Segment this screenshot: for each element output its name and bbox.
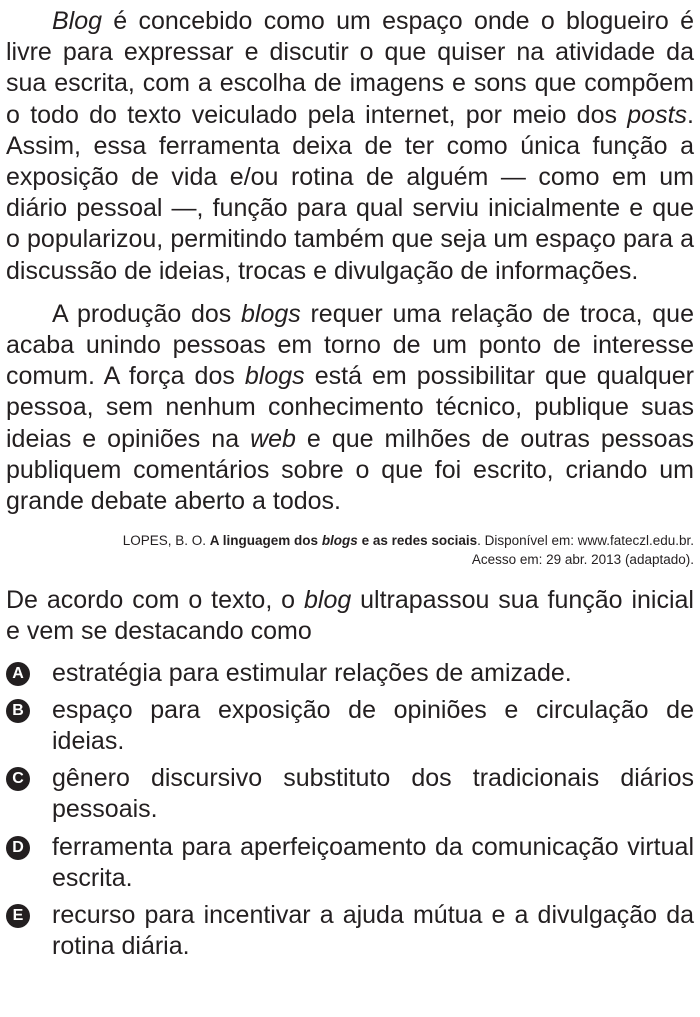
option-c[interactable] — [6, 763, 694, 825]
citation-availability: . Disponível em: www.fateczl.edu.br. — [477, 533, 694, 549]
paragraph-text: está em possibilitar que qualquer pessoa, sem nenhum conhecimento técnico, publique suas ideias e opiniões na — [6, 362, 695, 453]
paragraph-text: . Assim, essa ferramenta deixa de ter como única função a exposição de vida e/ou rotina de alguém — como em um diário pessoal —, função para qual serviu inicialmente e que o popularizou, permitindo também que seja um espaço para a discussão de ideias, trocas e divulgação de informações. — [6, 100, 694, 285]
italic-term: posts — [627, 100, 688, 129]
italic-term: web — [250, 424, 296, 453]
question-stem — [6, 585, 694, 647]
citation-title — [210, 533, 477, 548]
italic-term: blogs — [244, 362, 305, 391]
option-text: gênero discursivo substituto dos tradicionais diários pessoais. — [52, 764, 694, 824]
text-paragraph-1 — [6, 6, 694, 287]
option-b[interactable] — [6, 695, 694, 757]
citation-author: LOPES, B. O. — [122, 533, 210, 549]
option-a[interactable] — [6, 658, 694, 689]
paragraph-text: e que milhões de outras pessoas publiquem comentários sobre o que foi escrito, criando um grande debate aberto a todos. — [6, 424, 694, 516]
italic-term: blogs — [241, 299, 301, 328]
italic-term: blog — [303, 586, 352, 615]
paragraph-text: requer uma relação de troca, que acaba unindo pessoas em torno de um ponto de interesse comum. A força dos — [6, 299, 694, 391]
option-e[interactable] — [6, 900, 694, 962]
option-letter-badge: B — [6, 699, 30, 723]
answer-options — [6, 658, 694, 963]
option-letter-badge: C — [6, 767, 30, 791]
option-letter-badge: D — [6, 836, 30, 860]
option-d[interactable] — [6, 832, 694, 894]
option-letter-badge: E — [6, 904, 30, 928]
citation-line-2: Acesso em: 29 abr. 2013 (adaptado). — [471, 552, 694, 568]
source-citation — [6, 531, 694, 569]
citation-title-part: e as redes sociais — [357, 533, 478, 549]
option-text: ferramenta para aperfeiçoamento da comunicação virtual escrita. — [52, 832, 694, 892]
question-text: ultrapassou sua função inicial e vem se destacando como — [6, 586, 694, 646]
citation-title-part: A linguagem dos — [209, 533, 322, 549]
italic-term: Blog — [52, 7, 103, 35]
citation-title-italic: blogs — [321, 533, 358, 549]
text-paragraph-2 — [6, 299, 694, 517]
citation-line-1 — [6, 531, 694, 550]
option-text: recurso para incentivar a ajuda mútua e a divulgação da rotina diária. — [52, 901, 694, 961]
option-text: estratégia para estimular relações de amizade. — [52, 658, 572, 687]
option-text: espaço para exposição de opiniões e circulação de ideias. — [52, 695, 694, 756]
paragraph-text: é concebido como um espaço onde o blogueiro é livre para expressar e discutir o que quiser na atividade da sua escrita, com a escolha de imagens e sons que compõem o todo do texto veiculado pela internet, por meio dos — [6, 7, 694, 129]
paragraph-text: A produção dos — [52, 299, 241, 328]
option-letter-badge: A — [6, 662, 30, 686]
question-text: De acordo com o texto, o — [6, 586, 304, 615]
